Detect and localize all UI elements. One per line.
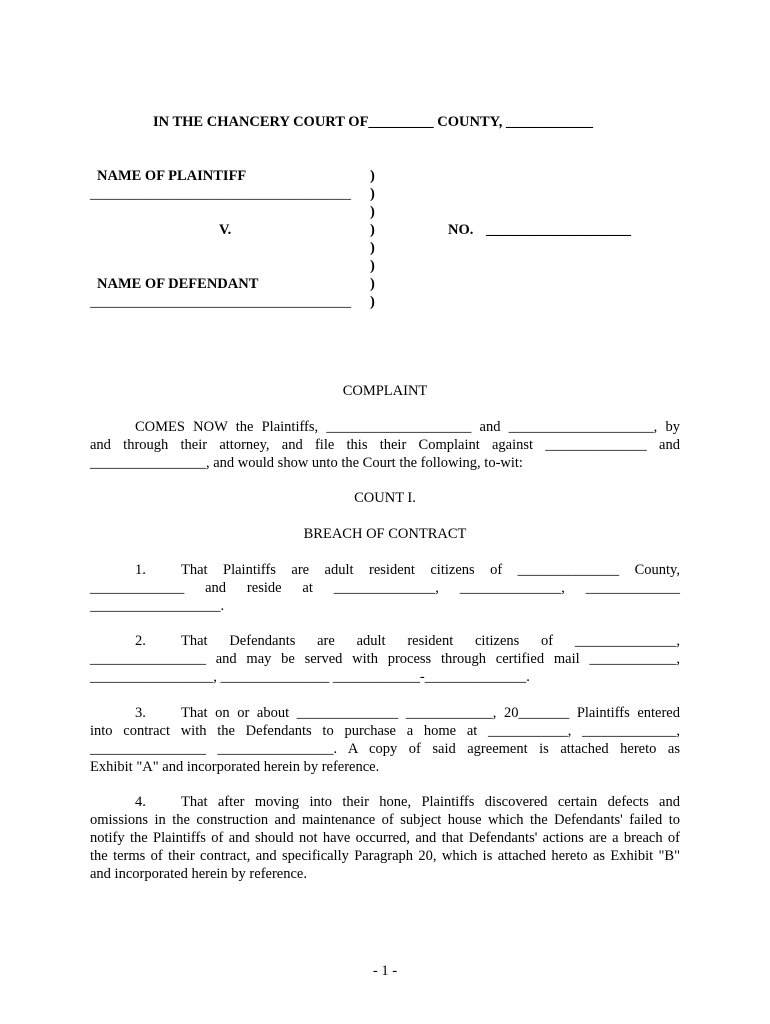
caption-paren: ) [370, 276, 375, 292]
paragraph-line: notify the Plaintiffs of and should not have occurred, and that Defendants' actions are a breach of [90, 830, 680, 846]
intro-paragraph [90, 418, 680, 472]
count-title: COUNT I. [354, 490, 416, 506]
paragraph-2 [90, 632, 680, 686]
paragraph-4 [90, 793, 680, 883]
case-number-blank: ____________________ [486, 222, 631, 238]
paragraph-line: the terms of their contract, and specifically Paragraph 20, which is attached hereto as Exhibit "B" [90, 848, 680, 864]
page-number: - 1 - [372, 963, 398, 979]
paragraph-line: That after moving into their hone, Plaintiffs discovered certain defects and [181, 794, 680, 810]
complaint-title: COMPLAINT [342, 383, 428, 399]
intro-line: and through their attorney, and file this their Complaint against ______________ and [90, 437, 680, 453]
paragraph-line: and incorporated herein by reference. [90, 866, 307, 882]
caption-paren: ) [370, 186, 375, 202]
paragraph-line: Exhibit "A" and incorporated herein by reference. [90, 759, 380, 775]
versus-label: V. [219, 222, 232, 238]
paragraph-line: omissions in the construction and maintenance of subject house which the Defendants' failed to [90, 812, 680, 828]
intro-line: ________________, and would show unto the Court the following, to-wit: [90, 455, 523, 471]
paragraph-number: 1. [135, 562, 146, 578]
paragraph-line: That Defendants are adult resident citizens of ______________, [181, 633, 680, 649]
court-heading: IN THE CHANCERY COURT OF_________ COUNTY, ____________ [153, 114, 594, 130]
paragraph-3 [90, 704, 680, 776]
caption-paren: ) [370, 168, 375, 184]
paragraph-number: 2. [135, 633, 146, 649]
caption-paren: ) [370, 204, 375, 220]
paragraph-line: That on or about ______________ ____________, 20_______ Plaintiffs entered [181, 705, 680, 721]
plaintiff-blank-line: ____________________________________ [90, 186, 351, 202]
paragraph-line: ________________ and may be served with process through certified mail ____________, [90, 651, 680, 667]
caption-paren: ) [370, 240, 375, 256]
paragraph-line: ________________ ________________. A copy of said agreement is attached hereto as [90, 741, 680, 757]
caption-paren: ) [370, 258, 375, 274]
paragraph-line: __________________. [90, 598, 225, 614]
defendant-blank-line: ____________________________________ [90, 294, 351, 310]
paragraph-number: 3. [135, 705, 146, 721]
count-subtitle: BREACH OF CONTRACT [303, 526, 467, 542]
paragraph-line: That Plaintiffs are adult resident citizens of ______________ County, [181, 562, 680, 578]
paragraph-1 [90, 561, 680, 615]
caption-paren: ) [370, 222, 375, 238]
case-number-label: NO. [448, 222, 474, 238]
paragraph-line: _____________ and reside at ______________, ______________, _____________ [90, 580, 680, 596]
defendant-label: NAME OF DEFENDANT [97, 276, 259, 292]
caption-paren: ) [370, 294, 375, 310]
paragraph-line: into contract with the Defendants to purchase a home at ___________, _____________, [90, 723, 680, 739]
plaintiff-label: NAME OF PLAINTIFF [97, 168, 247, 184]
intro-line: COMES NOW the Plaintiffs, ____________________ and ____________________, by [135, 419, 680, 435]
paragraph-number: 4. [135, 794, 146, 810]
paragraph-line: _________________, _______________ ____________-______________. [90, 669, 530, 685]
